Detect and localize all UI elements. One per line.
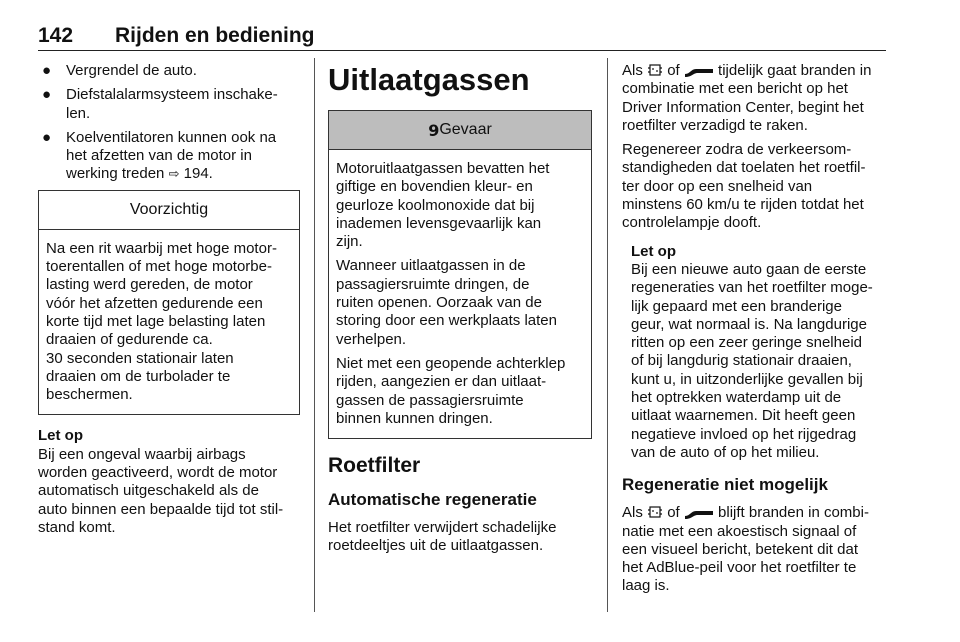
danger-symbol: 9 [428,120,440,140]
page-reference-arrow-icon[interactable]: ⇨ [168,166,180,182]
column-right [622,62,888,596]
bullet-list [38,62,300,184]
note-block [622,243,888,463]
page-header [38,24,886,51]
column-middle [328,62,592,556]
danger-header [329,111,591,150]
note-text: Bij een nieuwe auto gaan de eerste regeneraties van het roetfilter moge- lijk gepaard met een branderige geur, wat normaal is. Na langdurige ritten op een zeer geringe snelheid of bij langdurig stationair draaien, kunt u, in uitzonderlijke gevallen bij het optrekken waterdamp uit de uitlaat waarnemen. Dit heeft geen negatieve invloed op het rijgedrag van de auto of op het milieu. [631,260,873,461]
page-number: 142 [38,24,74,47]
page-reference[interactable]: 194. [183,165,213,183]
body-paragraph: Als of tijdelijk gaat branden in combinatie met een bericht op het Driver Information Center, begint het roetfilter verzadigd te raken. [622,62,872,134]
note-title: Let op [38,427,83,445]
exhaust-pipe-icon [684,65,714,77]
exhaust-pipe-icon [684,507,714,519]
column-divider [314,58,315,612]
note-text: Bij een ongeval waarbij airbags worden geactiveerd, wordt de motor automatisch uitgeschakeld als de auto binnen een bepaalde tijd tot stil- stand komt. [38,445,284,536]
subsection-heading: Automatische regeneratie [328,490,537,510]
danger-box [328,110,592,439]
caution-title: Voorzichtig [39,191,299,230]
dpf-warning-icon [647,505,663,519]
danger-paragraph: Niet met een geopende achterklep rijden, aangezien er dan uitlaat- gassen de passagiersruimte binnen kunnen dringen. [336,354,566,427]
note-title: Let op [631,242,676,260]
body-paragraph: Het roetfilter verwijdert schadelijke roetdeeltjes uit de uitlaatgassen. [328,519,557,555]
chapter-title: Rijden en bediening [115,24,315,47]
dpf-warning-icon [647,63,663,77]
danger-paragraph: Wanneer uitlaatgassen in de passagiersruimte dringen, de ruiten openen. Oorzaak van de storing door een werkplaats laten verhelpen. [336,257,557,348]
subsection-heading: Regeneratie niet mogelijk [622,475,828,495]
danger-title: Gevaar [439,121,492,138]
list-item: ● Koelventilatoren kunnen ook na het afzetten van de motor in werking treden ⇨ 194. [42,128,277,183]
section-title: Uitlaatgassen [328,62,530,97]
column-left [38,62,300,537]
caution-box [38,190,300,416]
list-item: ● Diefstalalarmsysteem inschake- len. [42,86,278,122]
column-divider [607,58,608,612]
danger-paragraph: Motoruitlaatgassen bevatten het giftige en bovendien kleur- en geurloze koolmonoxide dat bij inademen levensgevaarlijk kan zijn. [336,160,550,251]
body-paragraph: Regenereer zodra de verkeersom- standigheden dat toelaten het roetfil- ter door op een snelheid van minstens 60 km/u te rijden totdat het controlelampje dooft. [622,141,866,232]
caution-text: Na een rit waarbij met hoge motor- toerentallen of met hoge motorbe- lasting werd gereden, de motor vóór het afzetten gedurende een korte tijd met lage belasting laten draaien of gedurende ca. 30 seconden stationair laten draaien om de turbolader te beschermen. [46,239,277,404]
note-block [38,427,300,537]
body-paragraph: Als of blijft branden in combi- natie met een akoestisch signaal of een visueel bericht, betekent dit dat het AdBlue-peil voor het roetfilter te laag is. [622,504,869,595]
section-heading: Roetfilter [328,454,421,478]
list-item: ● Vergrendel de auto. [42,62,197,79]
